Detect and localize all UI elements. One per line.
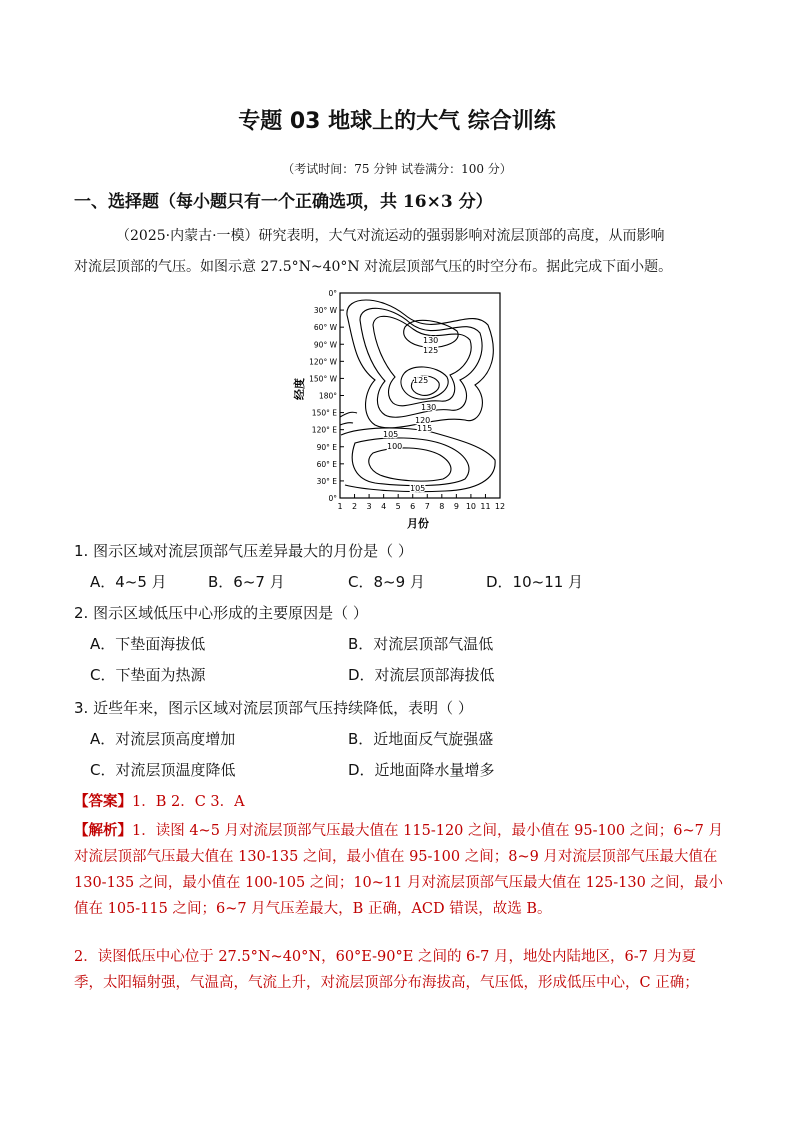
x-tick-label: 9: [453, 502, 459, 511]
x-tick-label: 6: [410, 502, 416, 511]
y-tick-label: 120° W: [309, 357, 337, 367]
question-1-option-C: C．8~9 月: [348, 573, 425, 591]
question-3: 3. 近些年来，图示区域对流层顶部气压持续降低，表明（ ）: [74, 699, 473, 717]
question-3-option-B: B．近地面反气旋强盛: [348, 730, 494, 748]
plot-frame: [340, 293, 500, 498]
explanation-p1: [74, 818, 724, 922]
y-tick-label: 90° W: [313, 340, 337, 350]
y-tick-label: 60° W: [313, 323, 337, 333]
x-tick-label: 12: [494, 502, 506, 511]
question-2: 2. 图示区域低压中心形成的主要原因是（ ）: [74, 604, 368, 622]
contour-label: 130: [423, 336, 439, 345]
x-tick-label: 2: [351, 502, 358, 511]
x-tick-label: 3: [366, 502, 372, 511]
x-tick-label: 10: [465, 502, 477, 511]
y-tick-label: 120° E: [311, 425, 337, 435]
y-tick-label: 30° E: [316, 476, 337, 486]
x-tick-label: 5: [395, 502, 401, 511]
contour-label: 120: [415, 416, 431, 425]
page-title: 专题 03 地球上的大气 综合训练: [238, 109, 556, 134]
y-tick-label: 180°: [318, 391, 337, 401]
contour-label: 105: [383, 430, 399, 439]
pressure-contour-chart: [285, 285, 515, 530]
y-tick-label: 0°: [328, 289, 337, 298]
answer-text: 1．B 2．C 3．A: [132, 794, 245, 810]
answer-tag: 【答案】: [74, 793, 132, 810]
y-tick-label: 60° E: [316, 459, 337, 469]
contour-105: [352, 438, 469, 486]
contour-2: [360, 308, 482, 417]
y-tick-label: 90° E: [316, 442, 337, 452]
x-tick-label: 1: [337, 502, 343, 511]
question-3-option-C: C．对流层顶温度降低: [90, 761, 236, 779]
y-tick-label: 0°: [328, 494, 337, 503]
contour-low-outer: [341, 428, 495, 492]
question-3-option-D: D．近地面降水量增多: [348, 761, 495, 779]
contour-label: 100: [387, 442, 403, 451]
x-tick-label: 11: [480, 502, 491, 511]
answer-line: [74, 790, 245, 811]
contour-label: 125: [423, 346, 439, 355]
question-1-option-A: A．4~5 月: [90, 573, 167, 591]
question-3-option-A: A．对流层顶高度增加: [90, 730, 236, 748]
contour-100: [369, 448, 451, 481]
question-1-option-B: B．6~7 月: [208, 573, 285, 591]
contour-left-edge: [340, 412, 357, 425]
contour-label: 130: [421, 403, 437, 412]
question-1: 1. 图示区域对流层顶部气压差异最大的月份是（ ）: [74, 542, 413, 560]
question-2-option-A: A．下垫面海拔低: [90, 635, 206, 653]
section-heading: 一、选择题（每小题只有一个正确选项，共 16×3 分）: [74, 192, 493, 212]
intro-line-1: （2025·内蒙古·一模）研究表明，大气对流运动的强弱影响对流层顶部的高度，从而影响: [116, 228, 665, 244]
y-axis-label: 经度: [293, 378, 306, 400]
x-tick-label: 7: [424, 502, 430, 511]
x-axis-label: 月份: [407, 517, 429, 530]
y-tick-label: 150° E: [311, 408, 337, 418]
explanation-tag: 【解析】: [74, 822, 132, 839]
x-tick-label: 4: [381, 502, 387, 511]
y-tick-label: 150° W: [309, 374, 337, 384]
contour-label: 105: [410, 484, 426, 493]
question-2-option-C: C．下垫面为热源: [90, 666, 206, 684]
question-1-option-D: D．10~11 月: [486, 573, 584, 591]
question-2-option-D: D．对流层顶部海拔低: [348, 666, 495, 684]
contour-label: 115: [417, 424, 433, 433]
explanation-text-1: 1．读图 4~5 月对流层顶部气压最大值在 115-120 之间，最小值在 95-100 之间；6~7 月对流层顶部气压最大值在 130-135 之间，最小值在 95-100 之间；8~9 月对流层顶部气压最大值在 130-135 之间，最小值在 100-105 之间；10~11 月对流层顶部气压最大值在 125-130 之间，最小值在 105-115 之间；6~7 月气压差最大，B 正确，ACD 错误，故选 B。: [74, 823, 723, 917]
intro-line-2: 对流层顶部的气压。如图示意 27.5°N~40°N 对流层顶部气压的时空分布。据此完成下面小题。: [74, 259, 673, 275]
explanation-p2: 2．读图低压中心位于 27.5°N~40°N，60°E-90°E 之间的 6-7 月，地处内陆地区，6-7 月为夏季，太阳辐射强，气温高，气流上升，对流层顶部分布海拔高，气压低，形成低压中心，C 正确；: [74, 949, 699, 991]
question-2-option-B: B．对流层顶部气温低: [348, 635, 494, 653]
y-tick-label: 30° W: [313, 306, 337, 316]
exam-info: （考试时间：75 分钟 试卷满分：100 分）: [282, 162, 512, 176]
x-tick-label: 8: [439, 502, 445, 511]
contour-label: 125: [413, 376, 429, 385]
